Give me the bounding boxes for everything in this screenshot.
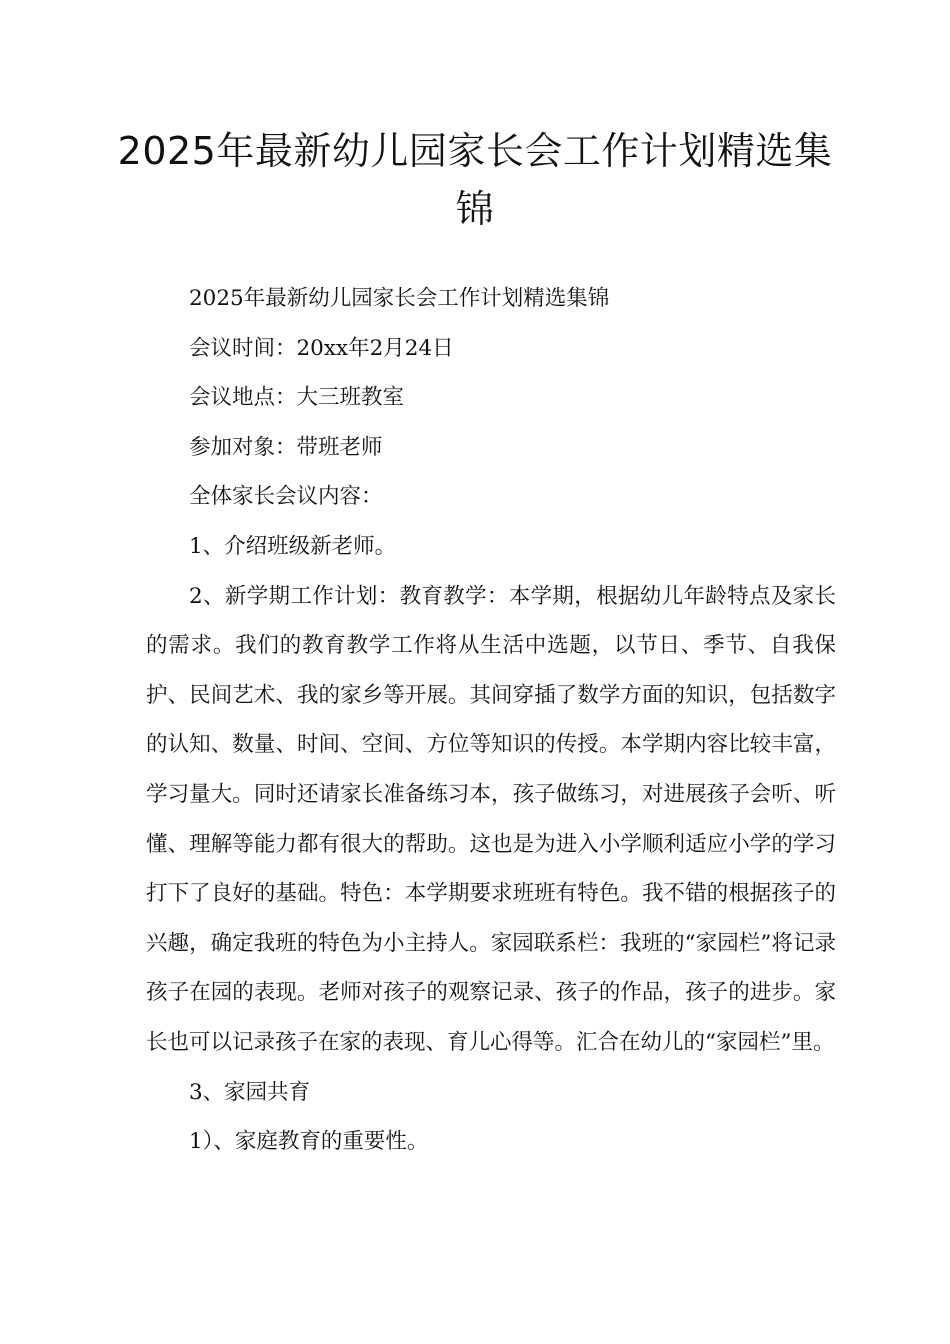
paragraph-meeting-content: 全体家长会议内容： — [189, 484, 383, 510]
paragraph-item-2: 2、新学期工作计划：教育教学：本学期，根据幼儿年龄特点及家长的需求。我们的教育教学工作将从生活中选题，以节日、季节、自我保护、民间艺术、我的家乡等开展。其间穿插了数学方面的知识，包括数字的认知、数量、时间、空间、方位等知识的传授。本学期内容比较丰富，学习量大。同时还请家长准备练习本，孩子做练习，对进展孩子会听、听懂、理解等能力都有很大的帮助。这也是为进入小学顺利适应小学的学习打下了良好的基础。特色：本学期要求班班有特色。我不错的根据孩子的兴趣，确定我班的特色为小主持人。家园联系栏：我班的“家园栏”将记录孩子在园的表现。老师对孩子的观察记录、孩子的作品，孩子的进步。家长也可以记录孩子在家的表现、育儿心得等。汇合在幼儿的“家园栏”里。 — [146, 583, 836, 1055]
paragraph-item-3: 3、家园共育 — [189, 1079, 311, 1105]
document-body — [146, 274, 836, 1167]
paragraph-participants: 参加对象：带班老师 — [189, 434, 383, 460]
paragraph-item-1: 1、介绍班级新老师。 — [189, 533, 397, 559]
paragraph-meeting-place: 会议地点：大三班教室 — [189, 385, 405, 411]
paragraph-item-3-1: 1）、家庭教育的重要性。 — [189, 1129, 429, 1155]
paragraph-subtitle: 2025年最新幼儿园家长会工作计划精选集锦 — [189, 286, 610, 311]
document-title: 2025年最新幼儿园家长会工作计划精选集锦 — [117, 129, 833, 231]
paragraph-meeting-time: 会议时间：20xx年2月24日 — [189, 335, 454, 361]
